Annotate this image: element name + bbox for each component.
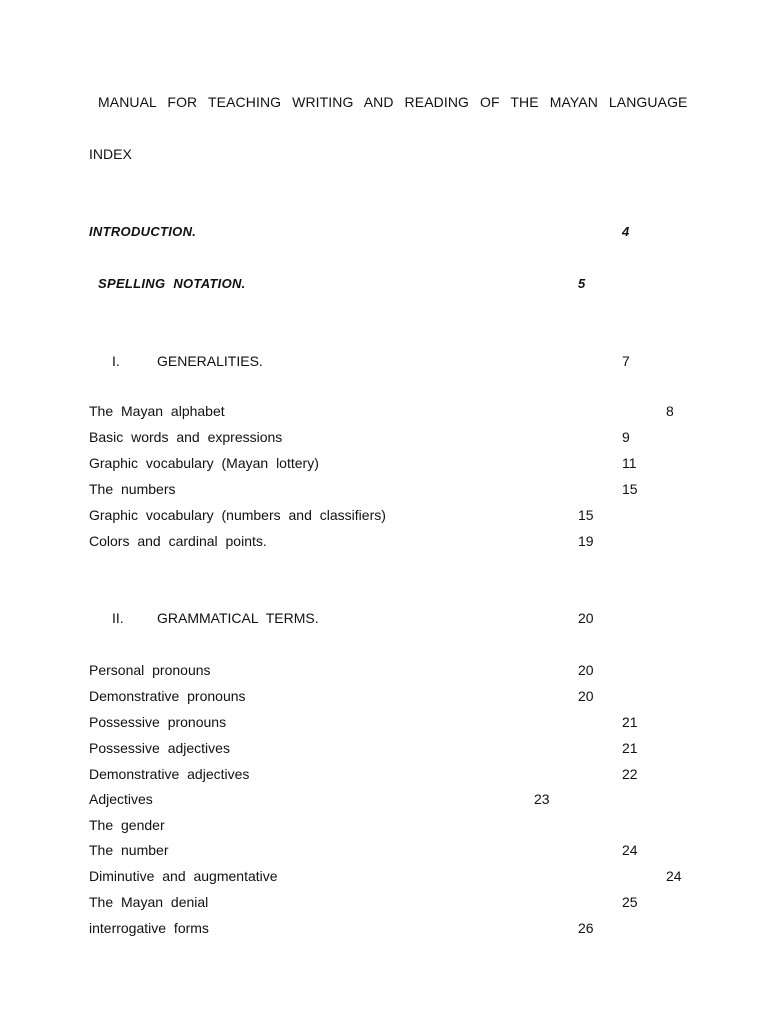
toc-entry-page: 11 [622,455,637,471]
toc-entry-label: The number [89,842,169,858]
document-title: MANUAL FOR TEACHING WRITING AND READING OF THE MAYAN LANGUAGE [98,94,688,110]
section-numeral: I. [112,353,120,369]
toc-entry-label: The numbers [89,481,176,497]
toc-entry-label: Personal pronouns [89,662,211,678]
toc-entry-label: Diminutive and augmentative [89,868,278,884]
toc-entry-page: 20 [578,688,594,704]
section-heading: GENERALITIES. [157,353,263,369]
toc-entry-page: 24 [622,842,638,858]
toc-entry-page: 15 [622,481,638,497]
toc-entry-page: 26 [578,920,594,936]
section-page: 20 [578,610,594,626]
toc-entry-page: 24 [666,868,682,884]
toc-entry-label: interrogative forms [89,920,209,936]
toc-entry-label: The gender [89,817,165,833]
index-heading: INDEX [89,146,132,162]
section-heading: GRAMMATICAL TERMS. [157,610,319,626]
toc-entry-label: Demonstrative pronouns [89,688,246,704]
toc-entry-label: Graphic vocabulary (numbers and classifiers) [89,507,386,523]
toc-entry-label: Possessive pronouns [89,714,227,730]
toc-entry-page: 25 [622,894,638,910]
toc-entry-page: 21 [622,714,638,730]
toc-entry-label: Adjectives [89,791,153,807]
toc-page-spelling-notation: 5 [578,276,586,291]
toc-entry-page: 8 [666,403,674,419]
section-numeral: II. [112,610,124,626]
toc-entry-label: Possessive adjectives [89,740,230,756]
toc-page-introduction: 4 [622,224,630,239]
toc-label-introduction: INTRODUCTION. [89,224,197,239]
toc-entry-page: 21 [622,740,638,756]
toc-entry-label: The Mayan alphabet [89,403,225,419]
toc-entry-page: 23 [534,791,550,807]
toc-entry-page: 19 [578,533,594,549]
toc-entry-page: 20 [578,662,594,678]
section-page: 7 [622,353,630,369]
toc-entry-label: Colors and cardinal points. [89,533,267,549]
toc-label-spelling-notation: SPELLING NOTATION. [98,276,246,291]
toc-entry-label: Basic words and expressions [89,429,283,445]
toc-entry-label: Demonstrative adjectives [89,766,250,782]
toc-entry-label: Graphic vocabulary (Mayan lottery) [89,455,319,471]
toc-entry-page: 22 [622,766,638,782]
toc-entry-page: 9 [622,429,630,445]
toc-entry-page: 15 [578,507,594,523]
toc-entry-label: The Mayan denial [89,894,209,910]
